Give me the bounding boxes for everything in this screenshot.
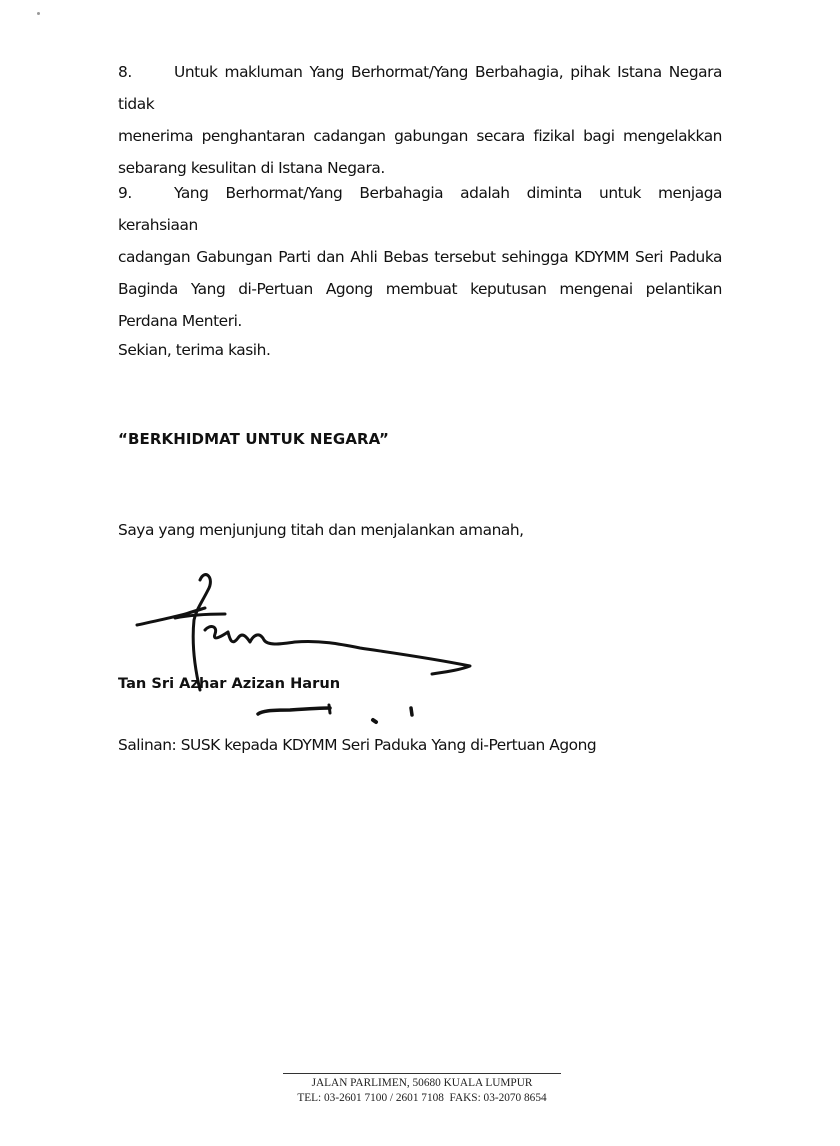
closing-text: Sekian, terima kasih. <box>118 341 271 359</box>
scan-speck <box>37 12 40 15</box>
paragraph-8-body: menerima penghantaran cadangan gabungan secara fizikal bagi mengelakkan sebarang kesulitan di Istana Negara. <box>118 127 722 177</box>
motto: “BERKHIDMAT UNTUK NEGARA” <box>118 430 389 448</box>
signer-name: Tan Sri Azhar Azizan Harun <box>118 675 341 692</box>
paragraph-8-first-line <box>118 56 722 120</box>
paragraph-9 <box>118 177 722 337</box>
paragraph-9-first-line-text: Yang Berhormat/Yang Berbahagia adalah diminta untuk menjaga kerahsiaan <box>118 184 722 234</box>
footer-address: JALAN PARLIMEN, 50680 KUALA LUMPUR <box>311 1077 533 1089</box>
letter-footer <box>283 1073 561 1106</box>
signature-intro: Saya yang menjunjung titah dan menjalankan amanah, <box>118 521 524 539</box>
paragraph-8 <box>118 56 722 184</box>
signature-icon <box>130 570 490 730</box>
footer-contact: TEL: 03-2601 7100 / 2601 7108 FAKS: 03-2070 8654 <box>297 1092 547 1104</box>
paragraph-9-first-line <box>118 177 722 241</box>
paragraph-number: 9. <box>118 184 132 202</box>
paragraph-number: 8. <box>118 63 132 81</box>
paragraph-9-body: cadangan Gabungan Parti dan Ahli Bebas tersebut sehingga KDYMM Seri Paduka Baginda Yang di-Pertuan Agong membuat keputusan mengenai pelantikan Perdana Menteri. <box>118 248 722 330</box>
paragraph-8-first-line-text: Untuk makluman Yang Berhormat/Yang Berbahagia, pihak Istana Negara tidak <box>118 63 722 113</box>
carbon-copy-note: Salinan: SUSK kepada KDYMM Seri Paduka Yang di-Pertuan Agong <box>118 736 597 754</box>
